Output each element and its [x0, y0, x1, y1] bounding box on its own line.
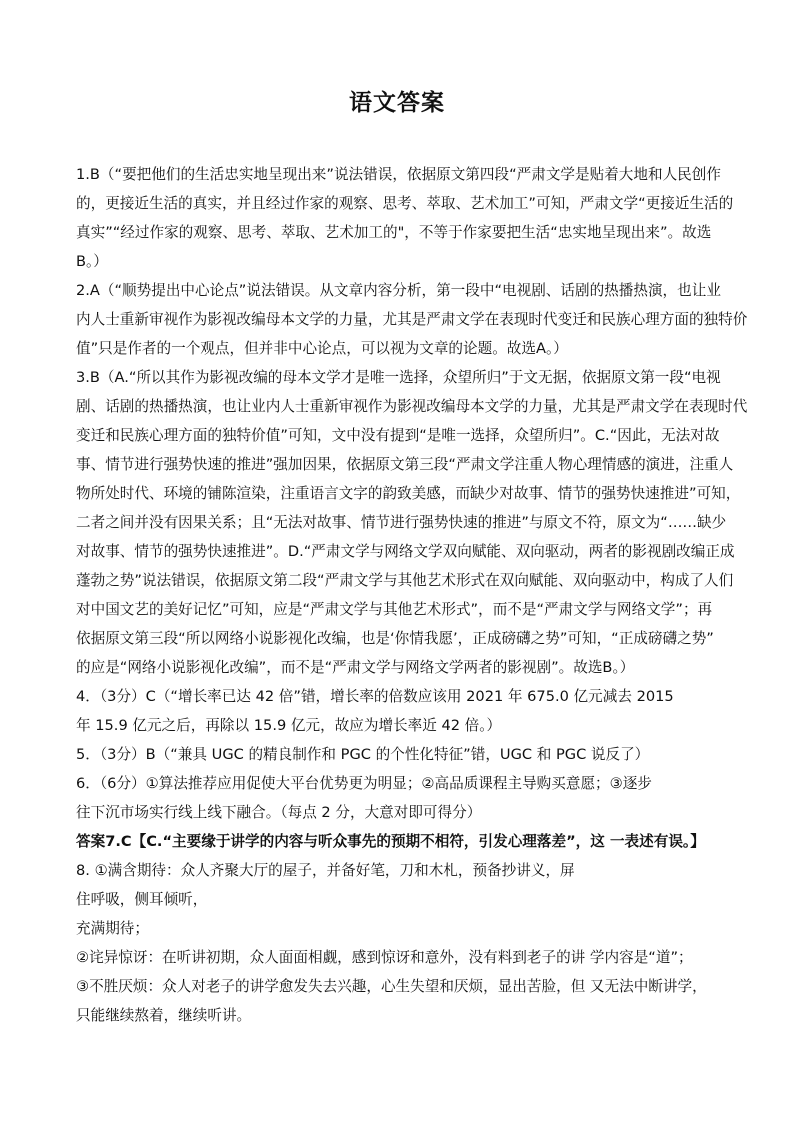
- answer-line: 对中国文艺的美好记忆”可知，应是“严肃文学与其他艺术形式”，而不是“严肃文学与网络文学”；再: [76, 601, 713, 618]
- answer-line: 值”只是作者的一个观点，但并非中心论点，可以视为文章的论题。故选A。）: [76, 340, 568, 357]
- answer-7-text: 7.C【C.“主要缘于讲学的内容与听众事先的预期不相符，引发心理落差”，这 一表述有误。】: [105, 833, 705, 850]
- answer-line: 3.B（A.“所以其作为影视改编的母本文学才是唯一选择，众望所归”于文无据，依据原文第一段“电视: [76, 369, 721, 386]
- page-title: 语文答案: [349, 90, 445, 116]
- answer-line: 1.B（“要把他们的生活忠实地呈现出来”说法错误，依据原文第四段“严肃文学是贴着大地和人民创作: [76, 166, 721, 183]
- answer-line: 依据原文第三段“所以网络小说影视化改编，也是‘你情我愿’，正成磅礴之势”可知，“正成磅礴之势”: [76, 630, 714, 647]
- answer-line: 只能继续熬着，继续听讲。: [76, 1007, 252, 1024]
- answer-line: 对故事、情节的强势快速推进”。D.“严肃文学与网络文学双向赋能、双向驱动，两者的影视剧改编正成: [76, 543, 735, 560]
- answer-line: 5．（3分）B（“兼具 UGC 的精良制作和 PGC 的个性化特征”错，UGC 和 PGC 说反了）: [76, 746, 650, 763]
- answer-line: 充满期待；: [76, 920, 149, 937]
- answer-line: 内人士重新审视作为影视改编母本文学的力量，尤其是严肃文学在表现时代变迁和民族心理方面的独特价: [76, 311, 748, 328]
- answer-line: 往下沉市场实行线上线下融合。（每点 2 分，大意对即可得分）: [76, 804, 482, 821]
- answer-line: 物所处时代、环境的铺陈渲染，注重语言文字的韵致美感，而缺少对故事、情节的强势快速推进”可知，: [76, 485, 741, 502]
- answer-line: 二者之间并没有因果关系；且“无法对故事、情节进行强势快速的推进”与原文不符，原文为“……缺少: [76, 514, 727, 531]
- answer-line: 真实”“经过作家的观察、思考、萃取、艺术加工的"，不等于作家要把生活“忠实地呈现出来”。故选: [76, 224, 712, 241]
- answer-line: 变迁和民族心理方面的独特价值”可知，文中没有提到“是唯一选择，众望所归”。C.“因此，无法对故: [76, 427, 720, 444]
- answer-line: 的应是“网络小说影视化改编”，而不是“严肃文学与网络文学两者的影视剧”。故选B。）: [76, 659, 635, 676]
- answer-line: 6．（6分）①算法推荐应用促使大平台优势更为明显；②高品质课程主导购买意愿；③逐步: [76, 775, 652, 792]
- answer-line: ③不胜厌烦：众人对老子的讲学愈发失去兴趣，心生失望和厌烦，显出苦脸，但 又无法中断讲学，: [76, 978, 707, 995]
- answer-line: 蓬勃之势”说法错误，依据原文第二段“严肃文学与其他艺术形式在双向赋能、双向驱动中，构成了人们: [76, 572, 734, 589]
- answer-line: 8. ①满含期待：众人齐聚大厅的屋子，并备好笔，刀和木札，预备抄讲义，屏: [76, 862, 575, 879]
- answer-line: 住呼吸，侧耳倾听，: [76, 891, 208, 908]
- answer-line: 剧、话剧的热播热演，也让业内人士重新审视作为影视改编母本文学的力量，尤其是严肃文学在表现时代: [76, 398, 748, 415]
- answer-line: 4．（3分）C（“增长率已达 42 倍”错，增长率的倍数应该用 2021 年 675.0 亿元减去 2015: [76, 688, 674, 705]
- answer-label: 答案: [76, 833, 106, 850]
- answer-line: 年 15.9 亿元之后，再除以 15.9 亿元，故应为增长率近 42 倍。）: [76, 717, 502, 734]
- answer-line: ②诧异惊讶：在听讲初期，众人面面相觑，感到惊讶和意外，没有料到老子的讲 学内容是“道”；: [76, 949, 693, 966]
- answer-line: 事、情节进行强势快速的推进”强加因果，依据原文第三段“严肃文学注重人物心理情感的演进，注重人: [76, 456, 734, 473]
- answer-line: 2.A（“顺势提出中心论点”说法错误。从文章内容分析，第一段中“电视剧、话剧的热播热演，也让业: [76, 282, 721, 299]
- answer-line: B。）: [76, 253, 108, 270]
- answer-line-7: [76, 832, 705, 852]
- answer-line: 的，更接近生活的真实，并且经过作家的观察、思考、萃取、艺术加工”可知，严肃文学“更接近生活的: [76, 195, 734, 212]
